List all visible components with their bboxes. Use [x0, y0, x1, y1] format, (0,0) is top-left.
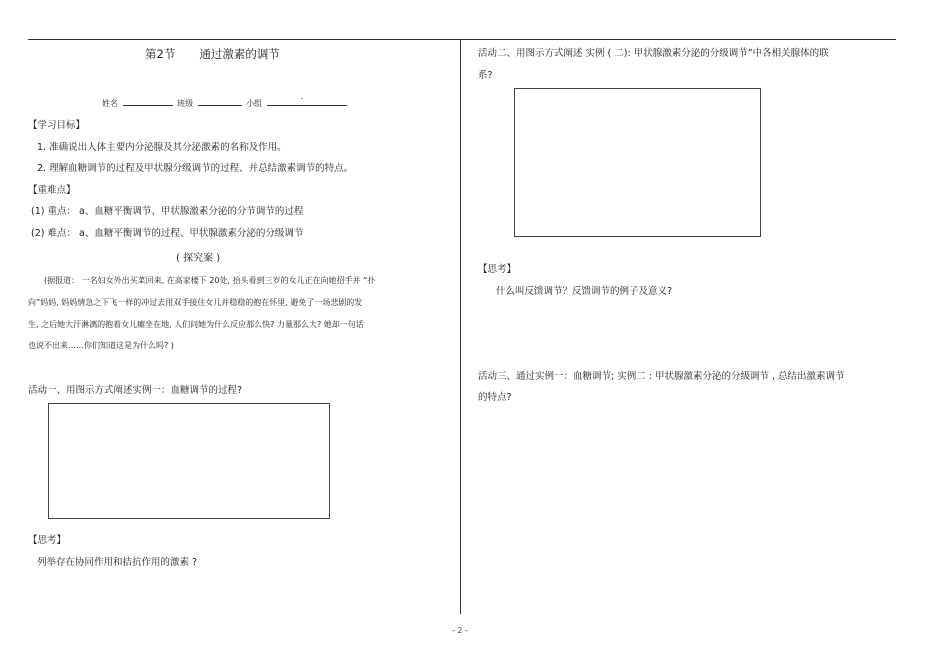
right-think-heading: 【思考】 — [478, 264, 517, 275]
activity-2-answer-box[interactable] — [514, 88, 761, 237]
lesson-name: 通过激素的调节 — [199, 47, 280, 61]
student-info-line — [102, 92, 349, 109]
activity-1-prompt: 活动一、用图示方式阐述实例一：血糖调节的过程? — [28, 385, 243, 396]
activity-2-prompt-line-2: 系? — [478, 70, 493, 81]
goals-heading: 【学习目标】 — [28, 120, 86, 131]
name-label: 姓名 — [102, 99, 118, 108]
right-think-question: 什么叫反馈调节？反馈调节的例子及意义? — [496, 286, 673, 297]
group-field-mark: . — [300, 92, 304, 101]
activity-3-prompt-line-1: 活动三、通过实例一：血糖调节; 实例二 : 甲状腺激素分泌的分级调节 , 总结出激素调节 — [478, 371, 845, 382]
lesson-number: 第2节 — [145, 47, 176, 61]
activity-3-prompt-line-2: 的特点? — [478, 392, 512, 403]
group-field[interactable] — [267, 92, 347, 106]
story-line-3: 生, 之后她大汗淋漓的抱着女儿瘫坐在地, 人们问她为什么反应那么快? 力量那么大? 她却一句话 — [28, 320, 364, 329]
class-label: 班级 — [177, 99, 194, 108]
left-think-question: 列举存在协同作用和拮抗作用的激素 ? — [37, 557, 198, 568]
top-rule — [28, 39, 896, 40]
key-point-2: (2) 难点： a、血糖平衡调节的过程、甲状腺激素分泌的分级调节 — [31, 228, 304, 239]
class-field[interactable] — [198, 95, 242, 106]
key-heading: 【重难点】 — [28, 185, 76, 196]
left-think-heading: 【思考】 — [28, 535, 67, 546]
name-field[interactable] — [123, 95, 173, 106]
column-divider — [460, 40, 461, 614]
activity-1-answer-box[interactable] — [48, 403, 330, 519]
goal-item-2: 2. 理解血糖调节的过程及甲状腺分级调节的过程、并总结激素调节的特点。 — [37, 163, 354, 174]
activity-2-prompt-line-1: 活动二、用图示方式阐述 实例 ( 二): 甲状腺激素分泌的分级调节”中各相关腺体的联 — [478, 48, 829, 59]
story-line-4: 也说不出来……你们知道这是为什么吗? ) — [28, 341, 174, 350]
group-label: 小组 — [246, 99, 263, 108]
key-point-1: (1) 重点： a、血糖平衡调节、甲状腺激素分泌的分节调节的过程 — [31, 206, 304, 217]
story-line-2: 向”妈妈, 妈妈情急之下飞一样的冲过去用双手接住女儿并稳稳的抱在怀里, 避免了一场悲剧的发 — [28, 298, 363, 307]
explore-heading: ( 探究案 ) — [176, 253, 221, 264]
page-number: - 2 - — [452, 626, 468, 635]
lesson-title — [145, 46, 280, 62]
goal-item-1: 1. 准确说出人体主要内分泌腺及其分泌激素的名称及作用。 — [37, 142, 287, 153]
story-line-1: (据报道： 一名妇女外出买菜回来, 在高家楼下 20处, 抬头看到三岁的女儿正在向她招手并 “扑 — [44, 276, 376, 285]
